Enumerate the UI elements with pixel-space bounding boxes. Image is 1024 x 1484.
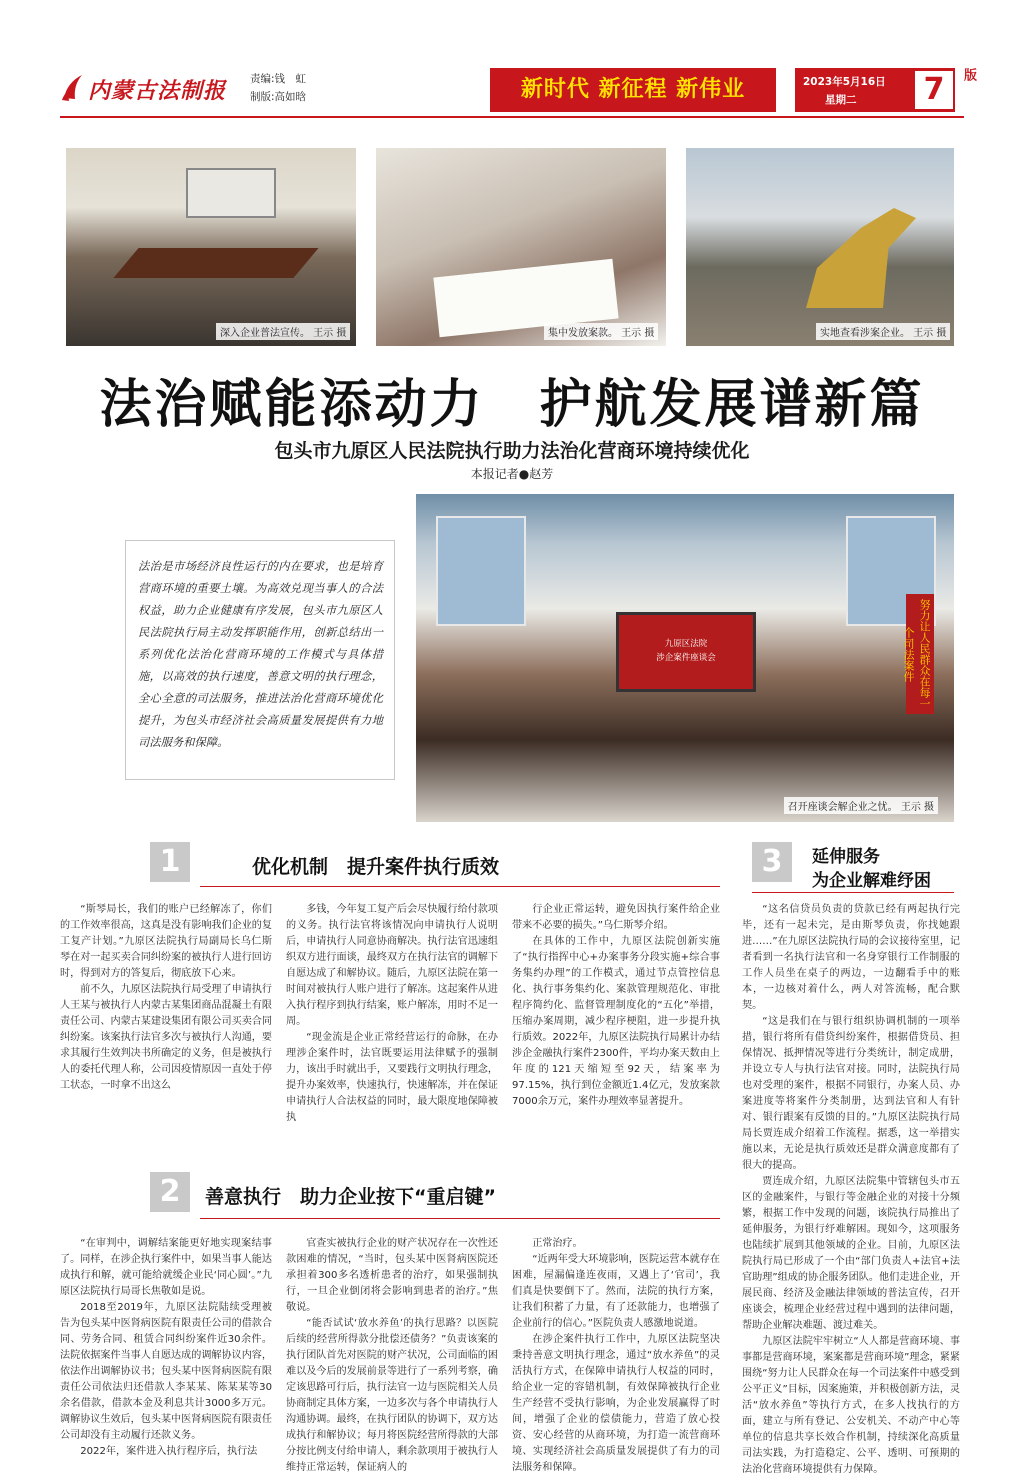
section-rule	[200, 1218, 720, 1219]
date-box	[795, 68, 955, 112]
issue-date: 2023年5月16日	[803, 76, 886, 88]
photo-symposium	[416, 494, 954, 822]
lead-paragraph: 法治是市场经济良性运行的内在要求，也是培育营商环境的重要土壤。为高效兑现当事人的合法权益，助力企业健康有序发展，包头市九原区人民法院执行局主动发挥职能作用，创新总结出一系列优化法治化营商环境的工作模式与具体措施，以高效的执行速度，善意文明的执行理念，全心全意的司法服务，推进法治化营商环境优化提升，为包头市经济社会高质量发展提供有力地司法服务和保障。	[138, 560, 383, 749]
article-column: “在审判中，调解结案能更好地实现案结事了。同样，在涉企执行案件中，如果当事人能达成执行和解，就可能给就缓企业民‘同心圆’。”九原区法院执行局哥长焦敬如是说。 2018至2019年，九原区法院陆续受理被告为包头某中医肾病医院有限责任公司的借款合同、劳务合同、租赁合同纠纷案件近30余件。法院依据案件当事人自愿达成的调解协议内容，依法作出调解协议书；包头某中医肾病医院有限责任公司依法归还借款人李某某、陈某某等30余名借款，借款本金及利息共计3000多万元。调解协议生效后，包头某中医肾病医院有限责任公司却没有主动履行还款义务。 2022年，案件进入执行程序后，执行法	[60, 1238, 272, 1457]
photo-law-promotion	[66, 148, 356, 346]
editor-name: 责编:钱 虹	[250, 73, 307, 85]
newspaper-logo	[60, 72, 240, 104]
photo-site-inspection	[686, 148, 954, 346]
article-column: 多钱，今年复工复产后会尽快履行给付款项的义务。执行法官将该情况向申请执行人说明后，申请执行人同意协商解决。执行法官迅速组织双方进行面谈，最终双方在执行法官的调解下自愿达成了和解协议。随后，九原区法院在第一时间对被执行人账户进行了解冻。这起案件从进入执行程序到执行结案，账户解冻，用时不足一周。 “现金流是企业正常经营运行的命脉，在办理涉企案件时，法官既要运用法律赋予的强制力，该出手时就出手，又要践行文明执行理念，提升办案效率，快速执行，快速解冻，并在保证申请执行人合法权益的同时，最大限度地保障被执	[286, 904, 498, 1123]
headline-title: 法治赋能添动力 护航发展谱新篇	[99, 374, 925, 435]
section-title-line1: 延伸服务	[812, 847, 880, 867]
slogan-banner: 新时代 新征程 新伟业	[490, 68, 776, 112]
photo-caption: 实地查看涉案企业。 王示 摄	[816, 323, 950, 340]
masthead	[60, 64, 976, 114]
photo-caption: 深入企业普法宣传。 王示 摄	[216, 323, 350, 340]
masthead-rule	[60, 116, 964, 118]
logo-text: 内蒙古法制报	[88, 78, 227, 104]
page-number: 7	[915, 71, 953, 109]
section-number: 1	[150, 842, 190, 882]
photo-payment-distribution	[376, 148, 666, 346]
issue-weekday: 星期二	[825, 94, 857, 106]
section-number: 3	[752, 842, 792, 882]
byline: 本报记者●赵芳	[470, 467, 554, 481]
page-label: 版	[961, 68, 976, 81]
headline-subtitle: 包头市九原区人民法院执行助力法治化营商环境持续优化	[274, 440, 750, 462]
article-column: “这名信贷员负责的贷款已经有两起执行完毕，还有一起未完，是由斯琴负责，你找她跟进……”在九原区法院执行局的会议接待室里，记者看到一名执行法官和一名身穿银行工作制服的工作人员坐在桌子的两边，一边翻看手中的账本，一边核对着什么，两人对答流畅，配合默契。 “这是我们在与银行组织协调机制的一项举措，银行将所有借贷纠纷案件，根据借贷员、担保情况、抵押情况等进行分类统计，制定成册，并设立专人与执行法官对接。同时，法院执行局也对受理的案件，根据不同银行，办案人员、办案进度等将案件分类制册，达到法官和人有针对、银行跟案有反馈的目的。”九原区法院执行局局长贾连成介绍着工作流程。据悉，这一举措实施以来，无论是执行质效还是群众满意度都有了很大的提高。 贾连成介绍，九原区法院集中管辖包头市五区的金融案件，与银行等金融企业的对接十分频繁，根据工作中发现的问题，该院执行局推出了延伸服务，为银行纾难解困。现如今，这项服务也陆续扩展到其他领域的企业。目前，九原区法院执行局已形成了一个由“部门负责人+法官+法官助理”组成的协企服务团队。他们走进企业，开展民商、经济及金融法律领域的普法宣传，召开座谈会，梳理企业经营过程中遇到的法律问题，帮助企业解决难题、渡过难关。 九原区法院牢牢树立“人人都是营商环境、事事都是营商环境，案案都是营商环境”理念，紧紧围绕“努力让人民群众在每一个司法案件中感受到公平正义”目标，因案施策，并积极创新方法，灵活“放水养鱼”等执行方式，在多人找执行的方面，建立与所有登记、公安机关、不动产中心等单位的信息共享长效合作机制，持续深化高质量司法实践，为打造稳定、公平、透明、可预期的法治化营商环境提供有力保障。	[742, 904, 960, 1475]
photo-caption: 集中发放案款。 王示 摄	[544, 323, 658, 340]
logo-emblem-icon	[60, 72, 86, 102]
article-column: 正常治疗。 “近两年受大环境影响，医院运营本就存在困难，屋漏偏逢连夜雨，又遇上了‘官司’，我们真是快要倒下了。然而，法院的执行方案，让我们积蓄了力量，有了还款能力，也增强了企业前行的信心。”医院负责人感激地说道。 在涉企案件执行工作中，九原区法院坚决秉持善意文明执行理念，通过“放水养鱼”的灵活执行方式，在保障申请执行人权益的同时，给企业一定的容错机制，有效保障被执行企业生产经营不受执行影响，为企业发展赢得了时间，增强了企业的偿债能力，营造了放心投资、安心经营的从商环境，为打造一流营商环境、实现经济社会高质量发展提供了有力的司法服务和保障。	[512, 1238, 720, 1473]
section-rule	[200, 886, 720, 887]
section-rule	[752, 892, 954, 893]
section-title: 优化机制 提升案件执行质效	[252, 856, 500, 878]
meeting-screen: 九原区法院 涉企案件座谈会	[616, 612, 756, 692]
section-title: 善意执行 助力企业按下“重启键”	[205, 1186, 496, 1208]
section-title-line2: 为企业解难纾困	[812, 871, 931, 891]
section-number: 2	[150, 1172, 190, 1212]
wall-banner: 努力让人民群众在每一个司法案件	[906, 594, 934, 714]
producer-name: 制版:高如晗	[250, 91, 307, 103]
editor-credits	[250, 70, 306, 106]
article-column: 官查实被执行企业的财产状况存在一次性还款困难的情况，“当时，包头某中医肾病医院还承担着300多名透析患者的治疗，如果强制执行，一旦企业倒闭将会影响到患者的治疗。”焦敬说。 “能否试试‘放水养鱼’的执行思路？以医院后续的经营所得款分批偿还债务？”负责该案的执行团队首先对医院的财产状况，公司面临的困难以及今后的发展前景等进行了一系列考察，确定该思路可行后，执行法官一边与医院相关人员协商制定具体方案，一边多次与各个申请执行人沟通协调。最终，在执行团队的协调下，双方达成执行和解协议；每月将医院经营所得款的大部分按比例支付给申请人，剩余款项用于被执行人维持正常运转，保证病人的	[286, 1238, 498, 1473]
photo-caption: 召开座谈会解企业之忧。 王示 摄	[784, 797, 938, 814]
article-column: “斯琴局长，我们的账户已经解冻了，你们的工作效率很高，这真是没有影响我们企业的复工复产计划。”九原区法院执行局副局长乌仁斯琴在对一起买卖合同纠纷案的被执行人进行回访时，得到对方的答复后，彻底放下心来。 前不久，九原区法院执行局受理了申请执行人王某与被执行人内蒙古某集团商品混凝土有限责任公司、内蒙古某建设集团有限公司买卖合同纠纷案。该案执行法官多次与被执行人沟通，要求其履行生效判决书所确定的义务，但是被执行人的委托代理人称，公司因疫情原因一直处于停工状态，一时拿不出这么	[60, 904, 272, 1091]
article-column: 行企业正常运转，避免因执行案件给企业带来不必要的损失。”乌仁斯琴介绍。 在具体的工作中，九原区法院创新实施了“执行指挥中心+办案事务分段实施+综合事务集约办理”的工作模式，通过节点管控信息化、执行事务集约化、案款管理规范化、审批程序简约化、监督管理制度化的“五化”举措，压缩办案周期，减少程序梗阻，进一步提升执行质效。2022年，九原区法院执行局累计办结涉企金融执行案件2300件，平均办案天数由上年度的121天缩短至92天，结案率为97.15%，执行到位金额近1.4亿元，发放案款7000余万元，案件办理效率显著提升。	[512, 904, 720, 1107]
